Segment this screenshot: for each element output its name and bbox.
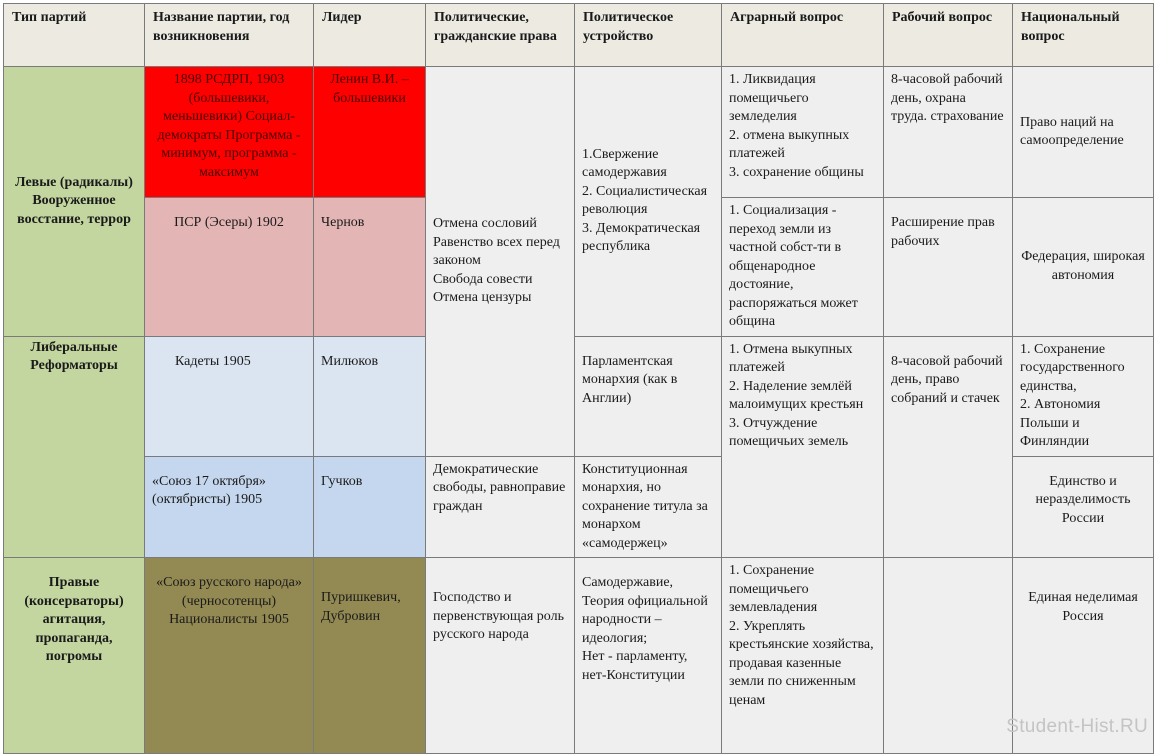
type-right: Правые (консерваторы) агитация, пропаганда, погромы bbox=[4, 558, 145, 754]
header-structure: Политическое устройство bbox=[575, 4, 722, 67]
header-party-name: Название партии, год возникновения bbox=[145, 4, 314, 67]
national-psr: Федерация, широкая автономия bbox=[1013, 198, 1154, 337]
labor-right bbox=[884, 558, 1013, 754]
structure-right: Самодержавие, Теория официальной народности – идеология; Нет - парламенту, нет-Конституции bbox=[575, 558, 722, 754]
party-name-octobrists: «Союз 17 октября» (октябристы) 1905 bbox=[145, 456, 314, 558]
agrarian-liberal: 1. Отмена выкупных платежей 2. Наделение землёй малоимущих крестьян 3. Отчуждение помещичьих земель bbox=[722, 336, 884, 558]
leader-psr: Чернов bbox=[314, 198, 426, 337]
rights-octobrists: Демократические свободы, равноправие граждан bbox=[426, 456, 575, 558]
table-row-right bbox=[4, 558, 1154, 754]
leader-octobrists: Гучков bbox=[314, 456, 426, 558]
parties-table bbox=[3, 3, 1154, 754]
national-octobrists: Единство и неразделимость России bbox=[1013, 456, 1154, 558]
labor-psr: Расширение прав рабочих bbox=[884, 198, 1013, 337]
national-kadets: 1. Сохранение государственного единства, 2. Автономия Польши и Финляндии bbox=[1013, 336, 1154, 456]
party-name-right: «Союз русского народа» (черносотенцы) Националисты 1905 bbox=[145, 558, 314, 754]
agrarian-right: 1. Сохранение помещичьего землевладения 2. Укреплять крестьянские хозяйства, продавая казенные земли по сниженным ценам bbox=[722, 558, 884, 754]
labor-liberal: 8-часовой рабочий день, право собраний и стачек bbox=[884, 336, 1013, 558]
header-labor: Рабочий вопрос bbox=[884, 4, 1013, 67]
leader-rsdrp: Ленин В.И. – большевики bbox=[314, 67, 426, 198]
header-national: Национальный вопрос bbox=[1013, 4, 1154, 67]
structure-kadets: Парламентская монархия (как в Англии) bbox=[575, 336, 722, 456]
structure-left: 1.Свержение самодержавия 2. Социалистическая революция 3. Демократическая республика bbox=[575, 67, 722, 337]
header-row bbox=[4, 4, 1154, 67]
rights-right: Господство и первенствующая роль русского народа bbox=[426, 558, 575, 754]
agrarian-psr: 1. Социализация - переход земли из частной собст-ти в общенародное достояние, распоряжаться может община bbox=[722, 198, 884, 337]
party-name-psr: ПСР (Эсеры) 1902 bbox=[145, 198, 314, 337]
rights-left-liberal: Отмена сословий Равенство всех перед законом Свобода совести Отмена цензуры bbox=[426, 67, 575, 457]
structure-octobrists: Конституционная монархия, но сохранение титула за монархом «самодержец» bbox=[575, 456, 722, 558]
header-party-type: Тип партий bbox=[4, 4, 145, 67]
table-row-kadets bbox=[4, 336, 1154, 456]
header-rights: Политические, гражданские права bbox=[426, 4, 575, 67]
leader-right: Пуришкевич, Дубровин bbox=[314, 558, 426, 754]
national-rsdrp: Право наций на самоопределение bbox=[1013, 67, 1154, 198]
party-name-rsdrp: 1898 РСДРП, 1903 (большевики, меньшевики) Социал-демократы Программа - минимум, программа - максимум bbox=[145, 67, 314, 198]
table-row-rsdrp bbox=[4, 67, 1154, 198]
type-left: Левые (радикалы) Вооруженное восстание, террор bbox=[4, 67, 145, 337]
party-name-kadets: Кадеты 1905 bbox=[145, 336, 314, 456]
national-right: Единая неделимая Россия bbox=[1013, 558, 1154, 754]
leader-kadets: Милюков bbox=[314, 336, 426, 456]
header-agrarian: Аграрный вопрос bbox=[722, 4, 884, 67]
type-liberal: Либеральные Реформаторы bbox=[4, 336, 145, 558]
header-leader: Лидер bbox=[314, 4, 426, 67]
agrarian-rsdrp: 1. Ликвидация помещичьего земледелия 2. отмена выкупных платежей 3. сохранение общины bbox=[722, 67, 884, 198]
labor-rsdrp: 8-часовой рабочий день, охрана труда. страхование bbox=[884, 67, 1013, 198]
watermark: Student-Hist.RU bbox=[1006, 716, 1148, 737]
